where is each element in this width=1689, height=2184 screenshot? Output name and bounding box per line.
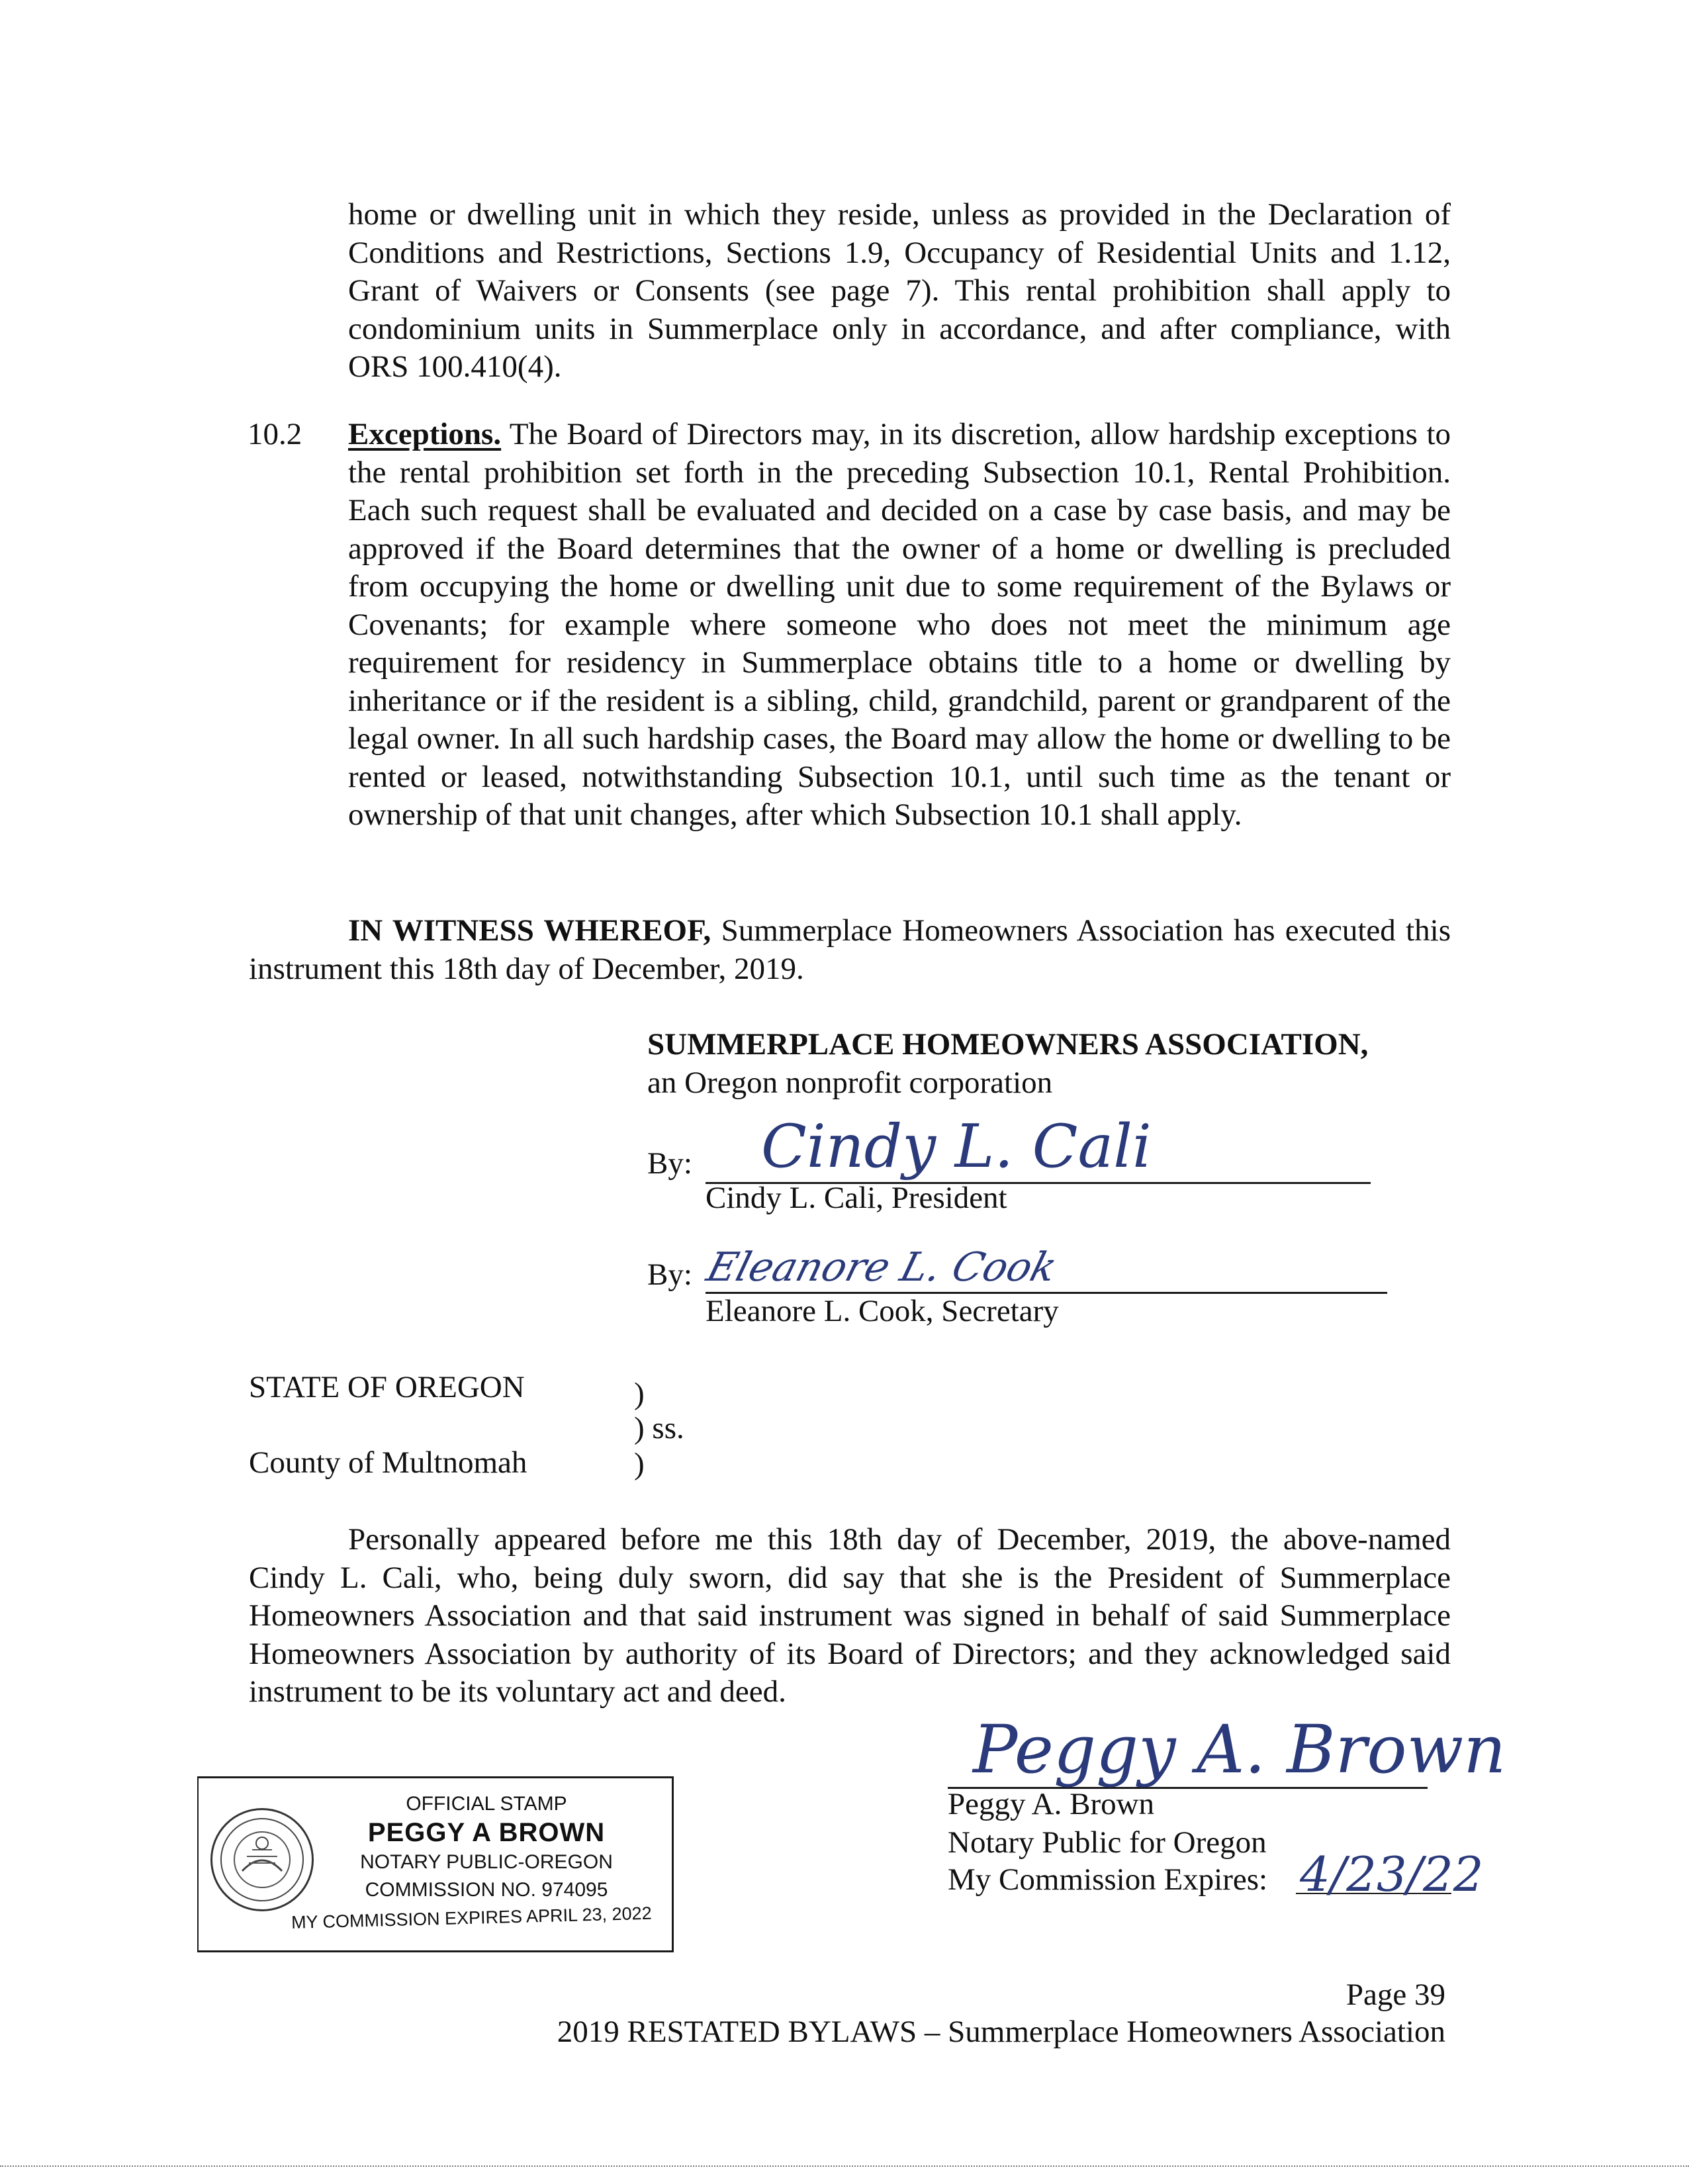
notary-title: Notary Public for Oregon: [948, 1825, 1267, 1860]
venue-paren-1: ): [634, 1377, 645, 1411]
witness-text: Summerplace Homeowners Association has executed this instrument this 18th day of December, 2019.: [249, 913, 1451, 986]
stamp-line-5: MY COMMISSION EXPIRES APRIL 23, 2022: [291, 1903, 653, 1933]
section-body: [348, 416, 1451, 835]
stamp-line-4: COMMISSION NO. 974095: [365, 1879, 608, 1901]
notary-name: Peggy A. Brown: [948, 1787, 1155, 1821]
section-text: The Board of Directors may, in its discretion, allow hardship exceptions to the rental prohibition set forth in the preceding Subsection 10.1, Rental Prohibition. Each such request shall be evaluated and decided on a case by case basis, and may be approved if the Board determines that the owner of a home or dwelling is precluded from occupying the home or dwelling unit due to some requirement of the Bylaws or Covenants; for example where someone who does not meet the minimum age requirement for residency in Summerplace obtains title to a home or dwelling by inheritance or if the resident is a sibling, child, grandchild, parent or grandparent of the legal owner. In all such hardship cases, the Board may allow the home or dwelling to be rented or leased, notwithstanding Subsection 10.1, until such time as the tenant or ownership of that unit changes, after which Subsection 10.1 shall apply.: [348, 417, 1451, 832]
section-number: 10.2: [248, 417, 302, 451]
by-label-2: By:: [647, 1257, 692, 1292]
notary-stamp: [197, 1776, 674, 1952]
page-number: Page 39: [1346, 1978, 1445, 2012]
org-description: an Oregon nonprofit corporation: [647, 1066, 1053, 1100]
section-heading: Exceptions.: [348, 417, 502, 451]
venue-ss: ) ss.: [634, 1411, 684, 1445]
signature-secretary: Eleanore L. Cook: [702, 1244, 1062, 1291]
footer-title: 2019 RESTATED BYLAWS – Summerplace Homeowners Association: [557, 2015, 1445, 2049]
venue-state: STATE OF OREGON: [249, 1370, 525, 1404]
commission-expires-value: 4/23/22: [1300, 1846, 1484, 1902]
stamp-line-1: OFFICIAL STAMP: [406, 1793, 567, 1815]
intro-paragraph: home or dwelling unit in which they reside, unless as provided in the Declaration of Conditions and Restrictions, Sections 1.9, Occupancy of Residential Units and 1.12, Grant of Waivers or Consents (see page 7). This rental prohibition shall apply to condominium units in Summerplace only in accordance, and after compliance, with ORS 100.410(4).: [348, 197, 1451, 384]
stamp-line-2: PEGGY A BROWN: [367, 1818, 606, 1847]
stamp-line-3: NOTARY PUBLIC-OREGON: [360, 1851, 613, 1873]
by-label-1: By:: [647, 1146, 692, 1181]
venue-paren-3: ): [634, 1447, 645, 1481]
witness-paragraph: [249, 912, 1451, 988]
acknowledgment-paragraph: Personally appeared before me this 18th day of December, 2019, the above-named Cindy L. Cali, who, being duly sworn, did say that she is the President of Summerplace Homeowners Association and that said instrument was signed in behalf of said Summerplace Homeowners Association by authority of its Board of Directors; and they acknowledged said instrument to be its voluntary act and deed.: [249, 1522, 1451, 1709]
page-bottom-rule: [0, 2165, 1689, 2167]
signer-2-name-title: Eleanore L. Cook, Secretary: [706, 1294, 1059, 1328]
state-seal-icon: [210, 1808, 314, 1911]
signer-1-name-title: Cindy L. Cali, President: [706, 1181, 1007, 1215]
org-name: SUMMERPLACE HOMEOWNERS ASSOCIATION,: [647, 1027, 1369, 1062]
notary-signature: Peggy A. Brown: [973, 1711, 1506, 1788]
witness-lead: IN WITNESS WHEREOF,: [348, 913, 711, 948]
commission-expires-label: My Commission Expires:: [948, 1862, 1268, 1897]
signature-president: Cindy L. Cali: [761, 1112, 1152, 1181]
venue-county: County of Multnomah: [249, 1445, 527, 1480]
